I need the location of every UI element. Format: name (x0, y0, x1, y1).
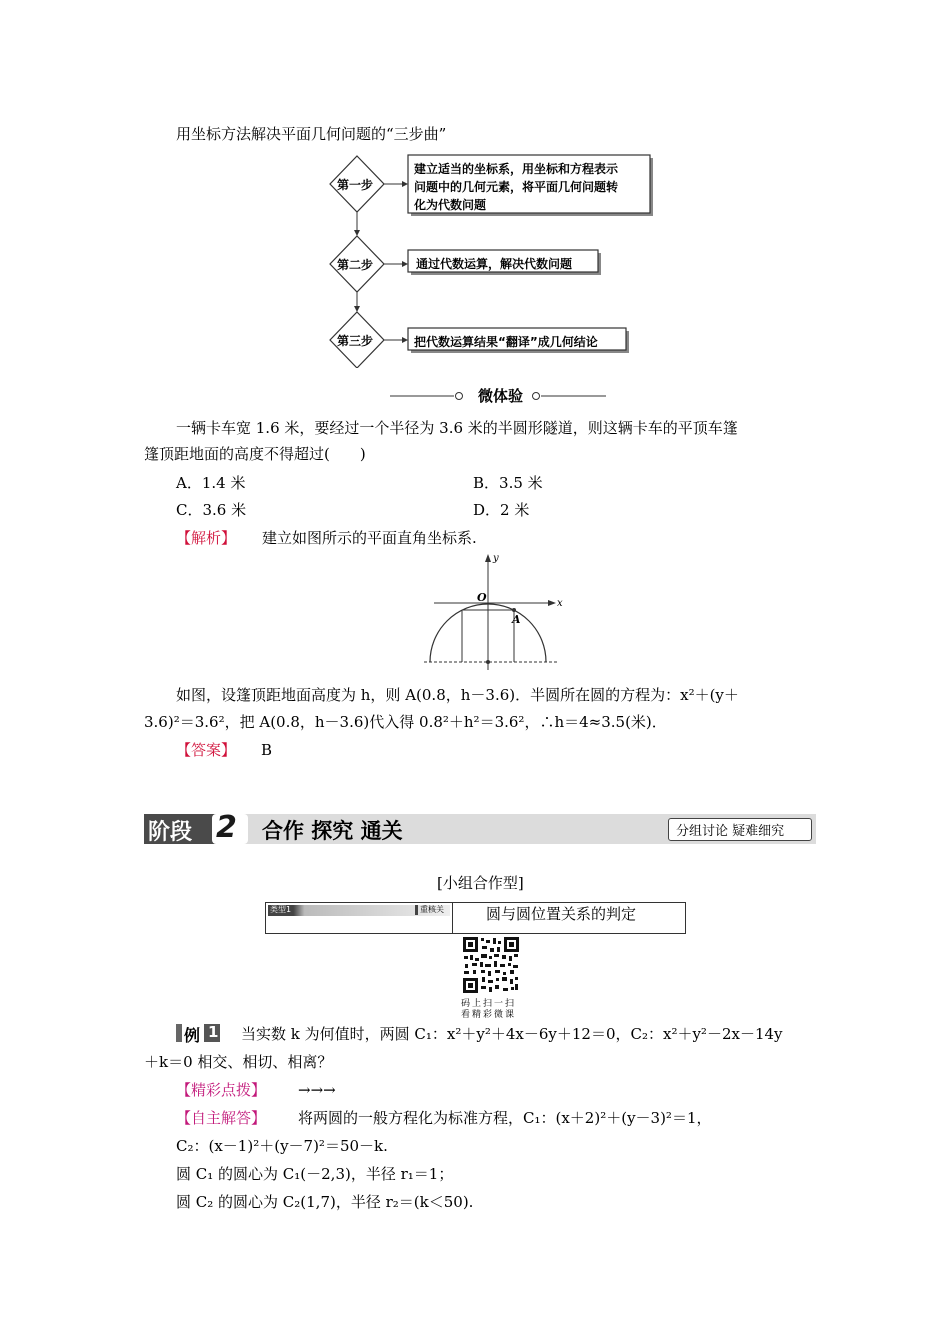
type-divider (452, 902, 453, 933)
analysis-tag: 【解析】 (176, 529, 237, 547)
step3-text: 把代数运算结果“翻译”成几何结论 (414, 335, 598, 349)
line-c1-center: 圆 C₁ 的圆心为 C₁(－2,3)，半径 r₁＝1； (176, 1165, 454, 1183)
qr-code[interactable] (462, 936, 520, 994)
question-line1: 一辆卡车宽 1.6 米，要经过一个半径为 3.6 米的半圆形隧道，则这辆卡车的平顶车篷 (176, 419, 738, 437)
qr-caption-2: 看精彩微课 (461, 1010, 517, 1020)
fig-y-label: y (493, 553, 499, 564)
example-tag: 例 (184, 1026, 201, 1045)
qr-caption-1: 码上扫一扫 (461, 999, 517, 1009)
type-tag: 重核关 (420, 905, 444, 914)
stage-right-text: 分组讨论 疑难细究 (676, 824, 785, 839)
group-type: [小组合作型] (437, 874, 524, 892)
option-c: C．3.6 米 (176, 501, 247, 519)
option-b: B．3.5 米 (473, 474, 543, 492)
micro-heading: 微体验 (478, 387, 524, 405)
type-title: 圆与圆位置关系的判定 (486, 905, 637, 923)
step2-text: 通过代数运算，解决代数问题 (416, 257, 573, 271)
analysis-text: 建立如图所示的平面直角坐标系. (262, 529, 477, 547)
section-title: 用坐标方法解决平面几何问题的“三步曲” (176, 125, 447, 143)
line-c2-center: 圆 C₂ 的圆心为 C₂(1,7)，半径 r₂＝(k＜50). (176, 1193, 474, 1211)
type-label: 类型1 (270, 905, 292, 914)
line-c2: C₂：(x－1)²＋(y－7)²＝50－k. (176, 1137, 388, 1155)
option-d: D．2 米 (473, 501, 530, 519)
step2-label: 第二步 (337, 258, 374, 272)
stage-number: 2 (216, 810, 237, 845)
example-num: 1 (208, 1023, 219, 1041)
fig-a-label: A (512, 613, 521, 626)
tunnel-figure (420, 552, 566, 670)
option-a: A．1.4 米 (176, 474, 246, 492)
example-line1: 当实数 k 为何值时，两圆 C₁：x²＋y²＋4x－6y＋12＝0，C₂：x²＋y²－2x－14y (241, 1025, 783, 1043)
fig-x-label: x (557, 598, 563, 609)
question-line2: 篷顶距地面的高度不得超过( ) (144, 445, 366, 463)
hint-text: →→→ (298, 1081, 336, 1099)
step3-label: 第三步 (337, 334, 374, 348)
answer-value: B (261, 741, 273, 759)
self-tag: 【自主解答】 (176, 1109, 267, 1127)
hint-tag: 【精彩点拨】 (176, 1081, 267, 1099)
example-marker (176, 1024, 182, 1042)
stage-label: 阶段 (148, 820, 193, 845)
stage-title: 合作 探究 通关 (262, 818, 403, 843)
fig-o-label: O (477, 591, 487, 604)
example-line2: ＋k＝0 相交、相切、相离？ (144, 1053, 333, 1071)
step1-label: 第一步 (337, 178, 374, 192)
solution-line1: 如图，设篷顶距地面高度为 h，则 A(0.8，h－3.6)．半圆所在圆的方程为：x²＋(y＋ (176, 686, 739, 704)
step1-text: 建立适当的坐标系，用坐标和方程表示 问题中的几何元素，将平面几何问题转 化为代数问题 (414, 162, 619, 212)
self-text: 将两圆的一般方程化为标准方程，C₁：(x＋2)²＋(y－3)²＝1， (298, 1109, 712, 1127)
solution-line2: 3.6)²＝3.6²，把 A(0.8，h－3.6)代入得 0.8²＋h²＝3.6²，∴h＝4≈3.5(米)． (144, 713, 667, 731)
answer-tag: 【答案】 (176, 741, 237, 759)
